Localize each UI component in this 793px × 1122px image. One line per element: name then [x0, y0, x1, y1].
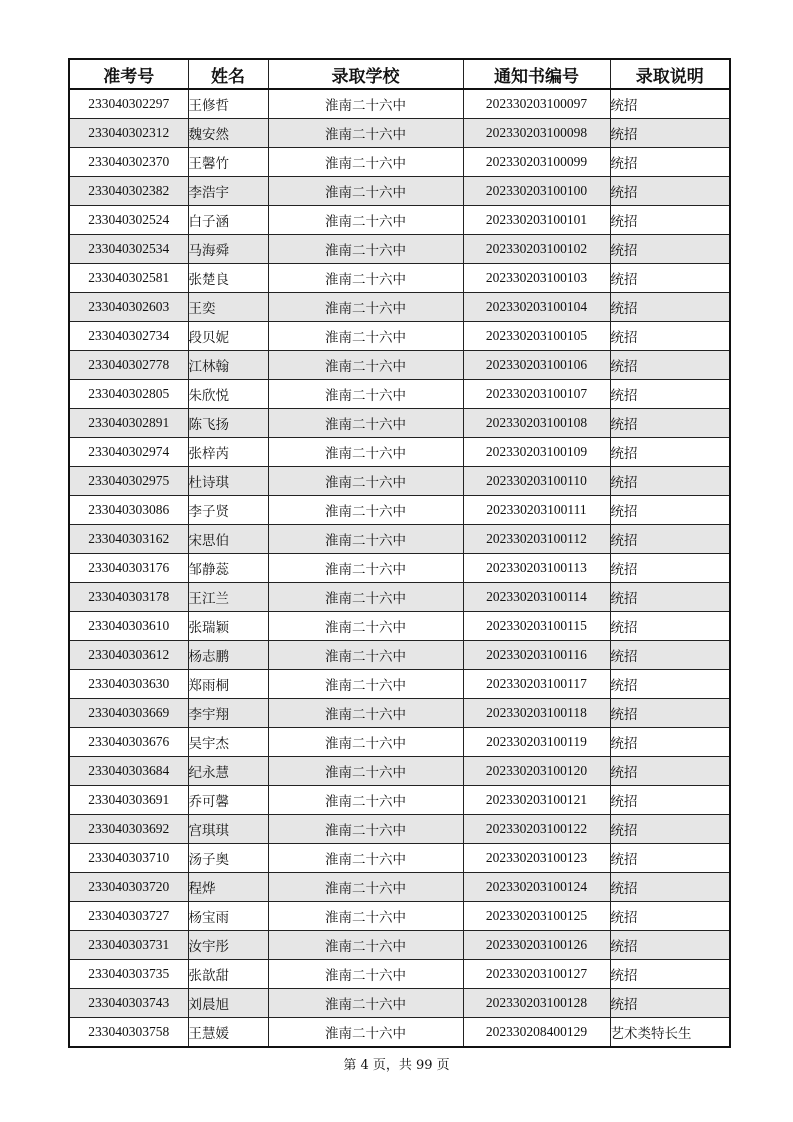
cell-exam-no: 233040303743 [69, 989, 188, 1018]
cell-school: 淮南二十六中 [268, 612, 463, 641]
cell-school: 淮南二十六中 [268, 844, 463, 873]
cell-school: 淮南二十六中 [268, 931, 463, 960]
cell-note: 统招 [610, 844, 730, 873]
cell-note: 统招 [610, 438, 730, 467]
table-row [69, 525, 730, 554]
cell-school: 淮南二十六中 [268, 670, 463, 699]
cell-note: 统招 [610, 612, 730, 641]
table-row [69, 409, 730, 438]
cell-notice-no: 202330203100114 [463, 583, 610, 612]
cell-notice-no: 202330203100113 [463, 554, 610, 583]
cell-school: 淮南二十六中 [268, 206, 463, 235]
cell-note: 统招 [610, 89, 730, 119]
cell-name: 吴宇杰 [188, 728, 268, 757]
cell-exam-no: 233040303758 [69, 1018, 188, 1048]
cell-school: 淮南二十六中 [268, 467, 463, 496]
cell-school: 淮南二十六中 [268, 496, 463, 525]
cell-note: 统招 [610, 206, 730, 235]
cell-school: 淮南二十六中 [268, 380, 463, 409]
cell-exam-no: 233040303676 [69, 728, 188, 757]
table-row [69, 293, 730, 322]
cell-name: 宫琪琪 [188, 815, 268, 844]
cell-notice-no: 202330203100116 [463, 641, 610, 670]
cell-exam-no: 233040303684 [69, 757, 188, 786]
cell-exam-no: 233040303691 [69, 786, 188, 815]
cell-name: 杨宝雨 [188, 902, 268, 931]
cell-exam-no: 233040302734 [69, 322, 188, 351]
table-row [69, 931, 730, 960]
cell-note: 统招 [610, 119, 730, 148]
table-row [69, 699, 730, 728]
cell-notice-no: 202330203100120 [463, 757, 610, 786]
cell-exam-no: 233040303720 [69, 873, 188, 902]
cell-notice-no: 202330203100111 [463, 496, 610, 525]
table-header-row [69, 59, 730, 89]
cell-note: 统招 [610, 322, 730, 351]
header-exam-no: 准考号 [69, 59, 188, 89]
cell-school: 淮南二十六中 [268, 641, 463, 670]
cell-notice-no: 202330203100125 [463, 902, 610, 931]
cell-exam-no: 233040302382 [69, 177, 188, 206]
table-row [69, 235, 730, 264]
cell-school: 淮南二十六中 [268, 873, 463, 902]
cell-name: 王奕 [188, 293, 268, 322]
table-row [69, 873, 730, 902]
cell-school: 淮南二十六中 [268, 902, 463, 931]
cell-exam-no: 233040303630 [69, 670, 188, 699]
cell-exam-no: 233040302534 [69, 235, 188, 264]
cell-school: 淮南二十六中 [268, 177, 463, 206]
cell-school: 淮南二十六中 [268, 960, 463, 989]
cell-name: 江林翰 [188, 351, 268, 380]
cell-name: 李浩宇 [188, 177, 268, 206]
cell-name: 宋思伯 [188, 525, 268, 554]
cell-note: 统招 [610, 757, 730, 786]
cell-notice-no: 202330203100121 [463, 786, 610, 815]
cell-note: 统招 [610, 989, 730, 1018]
table-body [69, 89, 730, 1047]
cell-name: 王修哲 [188, 89, 268, 119]
cell-notice-no: 202330203100124 [463, 873, 610, 902]
admission-roster-sheet [68, 58, 729, 1048]
table-row [69, 496, 730, 525]
cell-exam-no: 233040303731 [69, 931, 188, 960]
table-row [69, 583, 730, 612]
cell-note: 统招 [610, 670, 730, 699]
table-row [69, 177, 730, 206]
table-row [69, 467, 730, 496]
cell-notice-no: 202330203100128 [463, 989, 610, 1018]
cell-exam-no: 233040303710 [69, 844, 188, 873]
cell-name: 张楚良 [188, 264, 268, 293]
cell-note: 统招 [610, 467, 730, 496]
admission-table [68, 58, 731, 1048]
cell-name: 陈飞扬 [188, 409, 268, 438]
table-row [69, 264, 730, 293]
cell-exam-no: 233040302370 [69, 148, 188, 177]
table-row [69, 670, 730, 699]
cell-exam-no: 233040302603 [69, 293, 188, 322]
table-row [69, 322, 730, 351]
cell-name: 李宇翔 [188, 699, 268, 728]
cell-note: 统招 [610, 264, 730, 293]
cell-school: 淮南二十六中 [268, 815, 463, 844]
table-row [69, 902, 730, 931]
cell-school: 淮南二十六中 [268, 264, 463, 293]
cell-exam-no: 233040302805 [69, 380, 188, 409]
cell-exam-no: 233040303735 [69, 960, 188, 989]
cell-exam-no: 233040302524 [69, 206, 188, 235]
cell-exam-no: 233040302975 [69, 467, 188, 496]
cell-notice-no: 202330203100107 [463, 380, 610, 409]
cell-school: 淮南二十六中 [268, 989, 463, 1018]
cell-note: 统招 [610, 525, 730, 554]
cell-name: 白子涵 [188, 206, 268, 235]
cell-exam-no: 233040303176 [69, 554, 188, 583]
cell-notice-no: 202330208400129 [463, 1018, 610, 1048]
cell-school: 淮南二十六中 [268, 554, 463, 583]
cell-note: 统招 [610, 148, 730, 177]
cell-notice-no: 202330203100108 [463, 409, 610, 438]
cell-name: 刘晨旭 [188, 989, 268, 1018]
table-row [69, 989, 730, 1018]
cell-exam-no: 233040303610 [69, 612, 188, 641]
table-row [69, 641, 730, 670]
table-row [69, 148, 730, 177]
cell-name: 程烨 [188, 873, 268, 902]
cell-school: 淮南二十六中 [268, 699, 463, 728]
table-row [69, 380, 730, 409]
cell-school: 淮南二十六中 [268, 409, 463, 438]
cell-exam-no: 233040303612 [69, 641, 188, 670]
table-row [69, 612, 730, 641]
cell-note: 统招 [610, 902, 730, 931]
cell-note: 统招 [610, 641, 730, 670]
cell-name: 纪永慧 [188, 757, 268, 786]
table-row [69, 554, 730, 583]
cell-exam-no: 233040303692 [69, 815, 188, 844]
cell-notice-no: 202330203100127 [463, 960, 610, 989]
table-row [69, 960, 730, 989]
cell-exam-no: 233040302581 [69, 264, 188, 293]
cell-notice-no: 202330203100122 [463, 815, 610, 844]
cell-school: 淮南二十六中 [268, 525, 463, 554]
cell-note: 统招 [610, 235, 730, 264]
cell-notice-no: 202330203100102 [463, 235, 610, 264]
cell-name: 张梓芮 [188, 438, 268, 467]
cell-note: 艺术类特长生 [610, 1018, 730, 1048]
table-row [69, 786, 730, 815]
cell-name: 王馨竹 [188, 148, 268, 177]
cell-exam-no: 233040302297 [69, 89, 188, 119]
cell-notice-no: 202330203100099 [463, 148, 610, 177]
cell-name: 张歆甜 [188, 960, 268, 989]
cell-school: 淮南二十六中 [268, 148, 463, 177]
cell-name: 魏安然 [188, 119, 268, 148]
cell-school: 淮南二十六中 [268, 119, 463, 148]
cell-notice-no: 202330203100117 [463, 670, 610, 699]
cell-name: 马海舜 [188, 235, 268, 264]
cell-name: 朱欣悦 [188, 380, 268, 409]
cell-exam-no: 233040302312 [69, 119, 188, 148]
cell-notice-no: 202330203100118 [463, 699, 610, 728]
cell-name: 王慧媛 [188, 1018, 268, 1048]
cell-notice-no: 202330203100115 [463, 612, 610, 641]
cell-notice-no: 202330203100100 [463, 177, 610, 206]
cell-school: 淮南二十六中 [268, 786, 463, 815]
cell-notice-no: 202330203100106 [463, 351, 610, 380]
cell-school: 淮南二十六中 [268, 89, 463, 119]
table-row [69, 757, 730, 786]
cell-note: 统招 [610, 931, 730, 960]
cell-school: 淮南二十六中 [268, 438, 463, 467]
cell-note: 统招 [610, 699, 730, 728]
cell-notice-no: 202330203100110 [463, 467, 610, 496]
cell-notice-no: 202330203100104 [463, 293, 610, 322]
header-notice-no: 通知书编号 [463, 59, 610, 89]
cell-note: 统招 [610, 293, 730, 322]
table-row [69, 206, 730, 235]
cell-note: 统招 [610, 177, 730, 206]
cell-note: 统招 [610, 554, 730, 583]
cell-name: 汝宇彤 [188, 931, 268, 960]
cell-school: 淮南二十六中 [268, 235, 463, 264]
cell-school: 淮南二十六中 [268, 1018, 463, 1048]
cell-notice-no: 202330203100103 [463, 264, 610, 293]
cell-exam-no: 233040303727 [69, 902, 188, 931]
cell-exam-no: 233040302891 [69, 409, 188, 438]
cell-notice-no: 202330203100101 [463, 206, 610, 235]
cell-school: 淮南二十六中 [268, 583, 463, 612]
cell-notice-no: 202330203100105 [463, 322, 610, 351]
cell-exam-no: 233040302778 [69, 351, 188, 380]
cell-school: 淮南二十六中 [268, 728, 463, 757]
cell-name: 乔可馨 [188, 786, 268, 815]
header-note: 录取说明 [610, 59, 730, 89]
cell-name: 段贝妮 [188, 322, 268, 351]
page-number: 第 4 页，共 99 页 [343, 1058, 450, 1073]
cell-name: 杨志鹏 [188, 641, 268, 670]
header-school: 录取学校 [268, 59, 463, 89]
table-row [69, 728, 730, 757]
table-row [69, 844, 730, 873]
cell-name: 邹静蕊 [188, 554, 268, 583]
cell-name: 汤子奥 [188, 844, 268, 873]
table-row [69, 1018, 730, 1048]
cell-notice-no: 202330203100126 [463, 931, 610, 960]
cell-name: 王江兰 [188, 583, 268, 612]
cell-notice-no: 202330203100098 [463, 119, 610, 148]
cell-school: 淮南二十六中 [268, 322, 463, 351]
cell-note: 统招 [610, 815, 730, 844]
cell-note: 统招 [610, 960, 730, 989]
cell-note: 统招 [610, 728, 730, 757]
table-row [69, 119, 730, 148]
cell-name: 李子贤 [188, 496, 268, 525]
cell-note: 统招 [610, 496, 730, 525]
cell-note: 统招 [610, 380, 730, 409]
cell-name: 张瑞颖 [188, 612, 268, 641]
cell-exam-no: 233040303669 [69, 699, 188, 728]
cell-name: 杜诗琪 [188, 467, 268, 496]
cell-note: 统招 [610, 873, 730, 902]
cell-note: 统招 [610, 583, 730, 612]
cell-school: 淮南二十六中 [268, 293, 463, 322]
table-row [69, 438, 730, 467]
cell-notice-no: 202330203100097 [463, 89, 610, 119]
table-row [69, 89, 730, 119]
cell-notice-no: 202330203100123 [463, 844, 610, 873]
cell-exam-no: 233040303162 [69, 525, 188, 554]
cell-exam-no: 233040302974 [69, 438, 188, 467]
header-name: 姓名 [188, 59, 268, 89]
cell-school: 淮南二十六中 [268, 757, 463, 786]
table-row [69, 351, 730, 380]
cell-note: 统招 [610, 351, 730, 380]
cell-note: 统招 [610, 786, 730, 815]
cell-notice-no: 202330203100119 [463, 728, 610, 757]
cell-school: 淮南二十六中 [268, 351, 463, 380]
cell-exam-no: 233040303178 [69, 583, 188, 612]
cell-notice-no: 202330203100112 [463, 525, 610, 554]
cell-exam-no: 233040303086 [69, 496, 188, 525]
cell-notice-no: 202330203100109 [463, 438, 610, 467]
cell-note: 统招 [610, 409, 730, 438]
table-row [69, 815, 730, 844]
cell-name: 郑雨桐 [188, 670, 268, 699]
